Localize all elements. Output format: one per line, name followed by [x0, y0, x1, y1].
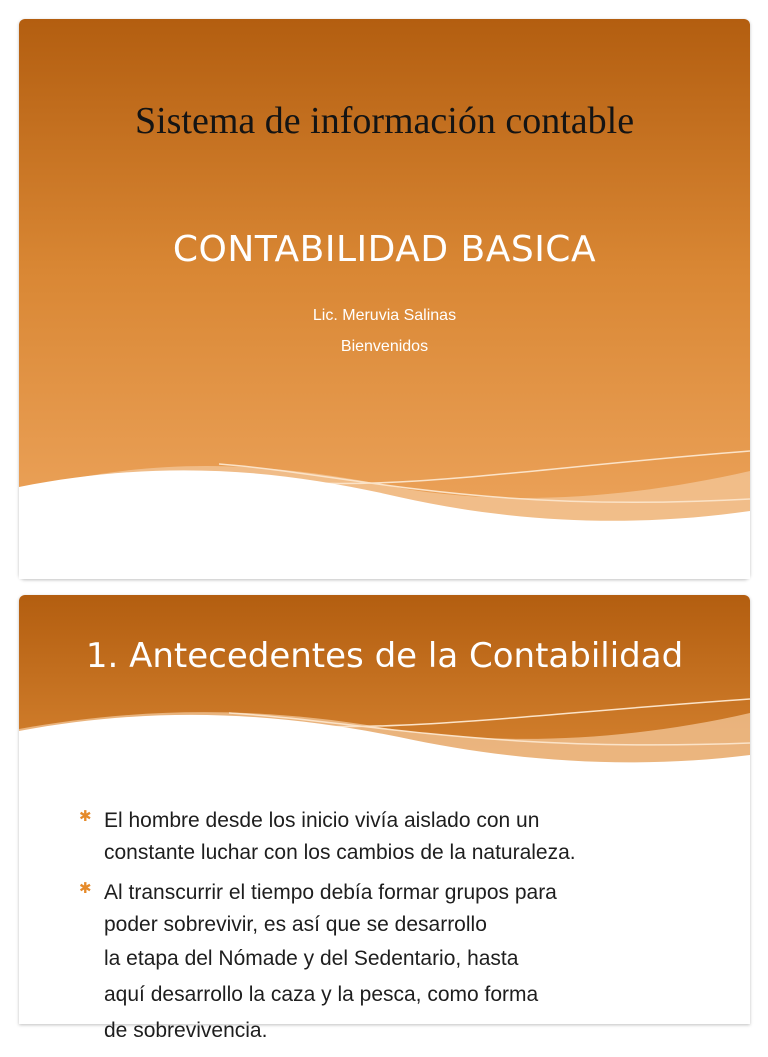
bullet-line: poder sobrevivir, es así que se desarrollo — [104, 913, 487, 936]
list-item — [79, 805, 699, 869]
author-name: Lic. Meruvia Salinas — [312, 307, 457, 324]
bullet-line: Al transcurrir el tiempo debía formar grupos para — [104, 881, 557, 904]
title-slide — [19, 19, 750, 579]
bullet-text — [104, 877, 699, 941]
bullet-text — [104, 805, 699, 869]
bullet-line: El hombre desde los inicio vivía aislado con un — [104, 809, 540, 832]
slide-title: 1. Antecedentes de la Contabilidad — [85, 636, 684, 676]
asterisk-bullet-icon: ✱ — [79, 880, 92, 897]
bullet-line: constante luchar con los cambios de la naturaleza. — [104, 841, 576, 864]
slide-title: CONTABILIDAD BASICA — [172, 229, 597, 270]
wave-decoration — [19, 439, 750, 579]
content-slide — [19, 595, 750, 1042]
bullet-line: de sobrevivencia. — [104, 1019, 268, 1042]
asterisk-bullet-icon: ✱ — [79, 808, 92, 825]
bullet-line: aquí desarrollo la caza y la pesca, como forma — [104, 983, 539, 1006]
bullet-text-continued — [104, 941, 699, 1049]
welcome-text: Bienvenidos — [340, 338, 429, 355]
subtitle: Sistema de información contable — [134, 100, 635, 142]
bullet-line: la etapa del Nómade y del Sedentario, hasta — [104, 947, 519, 970]
bullet-list — [79, 805, 699, 1057]
list-item — [79, 877, 699, 1049]
